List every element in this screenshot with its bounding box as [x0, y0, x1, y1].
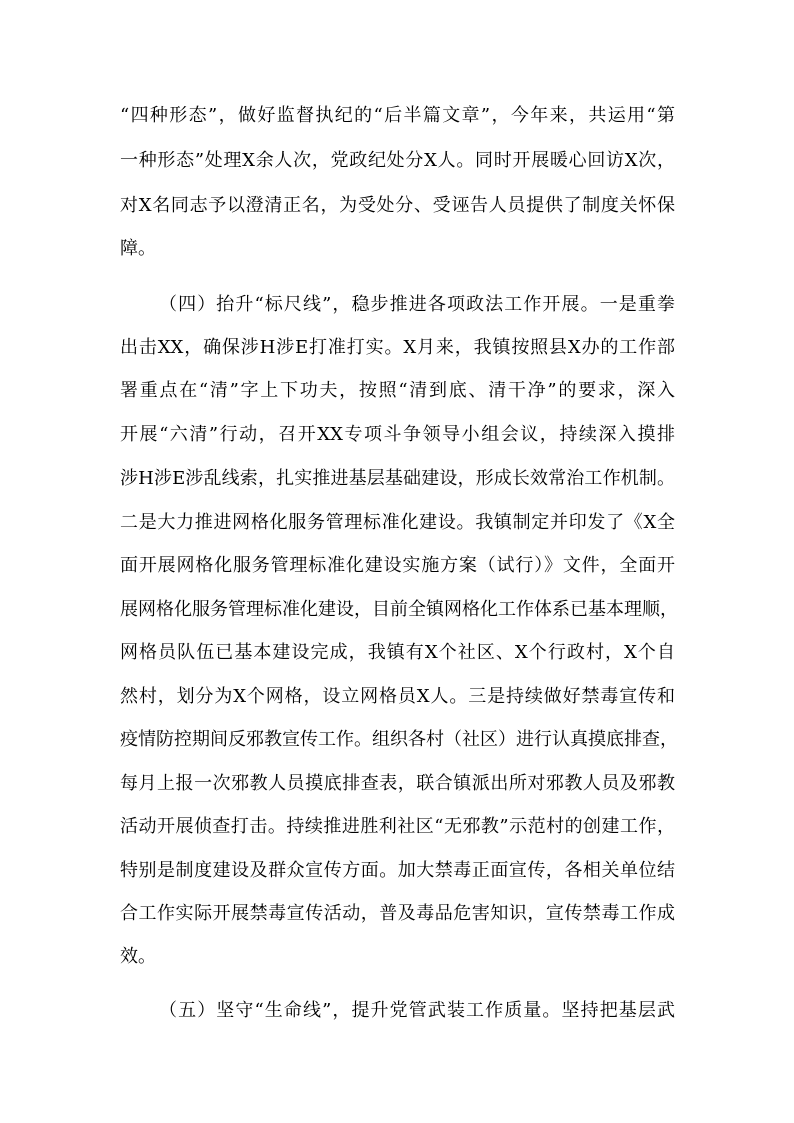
paragraph-line: “四种形态”，做好监督执纪的“后半篇文章”，今年来，共运用“第 — [120, 105, 675, 126]
paragraph-line: 展网格化服务管理标准化建设，目前全镇网格化工作体系已基本理顺， — [120, 599, 678, 620]
paragraph-line: 每月上报一次邪教人员摸底排查表，联合镇派出所对邪教人员及邪教 — [120, 773, 675, 794]
paragraph-line: 特别是制度建设及群众宣传方面。加大禁毒正面宣传，各相关单位结 — [120, 860, 675, 881]
paragraph-line: 疫情防控期间反邪教宣传工作。组织各村（社区）进行认真摸底排查， — [120, 729, 678, 750]
section-heading-line: （四）抬升“标尺线”，稳步推进各项政法工作开展。一是重拳 — [159, 294, 675, 315]
paragraph-line: 障。 — [120, 238, 156, 259]
paragraph-line: 出击XX，确保涉H涉E打准打实。X月来，我镇按照县X办的工作部 — [120, 337, 675, 358]
paragraph-line: 活动开展侦查打击。持续推进胜利社区“无邪教”示范村的创建工作， — [120, 816, 675, 837]
paragraph-line: 效。 — [120, 946, 156, 967]
paragraph-line: 网格员队伍已基本建设完成，我镇有X个社区、X个行政村，X个自 — [120, 642, 675, 663]
paragraph-line: 合工作实际开展禁毒宣传活动，普及毒品危害知识，宣传禁毒工作成 — [120, 903, 675, 924]
paragraph-line: 然村，划分为X个网格，设立网格员X人。三是持续做好禁毒宣传和 — [120, 686, 675, 707]
paragraph-line: 对X名同志予以澄清正名，为受处分、受诬告人员提供了制度关怀保 — [120, 195, 675, 216]
section-heading-line: （五）坚守“生命线”，提升党管武装工作质量。坚持把基层武 — [159, 1000, 675, 1021]
paragraph-line: 署重点在“清”字上下功夫，按照“清到底、清干净”的要求，深入 — [120, 380, 675, 401]
paragraph-line: 开展“六清”行动，召开XX专项斗争领导小组会议，持续深入摸排 — [120, 424, 675, 445]
paragraph-line: 面开展网格化服务管理标准化建设实施方案（试行）》文件，全面开 — [120, 555, 675, 576]
paragraph-line: 一种形态”处理X余人次，党政纪处分X人。同时开展暖心回访X次， — [120, 150, 675, 171]
paragraph-line: 二是大力推进网格化服务管理标准化建设。我镇制定并印发了《X全 — [120, 512, 675, 533]
paragraph-line: 涉H涉E涉乱线索，扎实推进基层基础建设，形成长效常治工作机制。 — [120, 468, 675, 489]
